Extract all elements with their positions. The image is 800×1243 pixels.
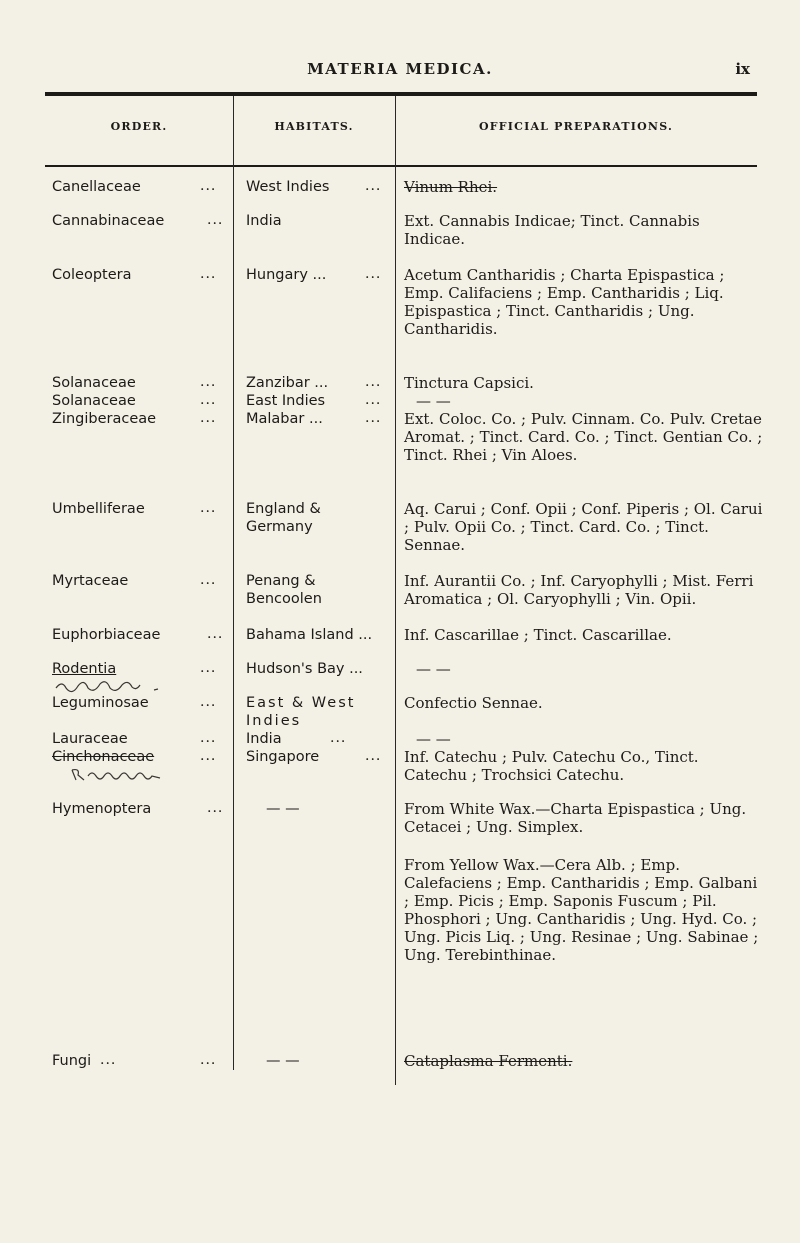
column-divider-2: [395, 96, 396, 790]
order-cell: Myrtaceae: [52, 573, 129, 589]
leader-dots: ...: [200, 660, 217, 676]
habitat-cell: East & West Indies: [246, 695, 356, 729]
column-header-order: ORDER.: [110, 120, 168, 133]
leader-dots: ...: [200, 500, 217, 516]
habitat-cell: Zanzibar ...: [246, 375, 329, 391]
leader-dots: ...: [200, 748, 217, 764]
leader-dots: ...: [207, 626, 224, 642]
column-header-habitats: HABITATS.: [274, 120, 354, 133]
preparation-cell: Ext. Cannabis Indicae; Tinct. Cannabis Indicae.: [404, 212, 700, 248]
leader-dots: ...: [200, 392, 217, 408]
column-divider-1: [233, 96, 234, 790]
running-title: MATERIA MEDICA.: [307, 60, 493, 78]
handwritten-annotation-icon: [70, 766, 180, 782]
preparation-cell: Tinctura Capsici.: [404, 374, 534, 392]
leader-dots: ...: [200, 410, 217, 426]
leader-dots: ...: [207, 800, 224, 816]
leader-dots: ...: [330, 730, 347, 746]
preparation-cell: Cataplasma Fermenti.: [404, 1052, 573, 1070]
habitat-cell: East Indies: [246, 393, 326, 409]
habitat-cell: Penang & Bencoolen: [246, 573, 322, 607]
leader-dots: ...: [365, 266, 382, 282]
header-rule: [45, 165, 757, 167]
habitat-cell: Singapore: [246, 749, 320, 765]
leader-dots: ...: [365, 178, 382, 194]
order-cell: Cannabinaceae: [52, 213, 165, 229]
preparation-cell: — —: [416, 730, 451, 748]
habitat-cell: Malabar ...: [246, 411, 323, 427]
running-head: [0, 60, 800, 84]
preparation-cell: Inf. Aurantii Co. ; Inf. Caryophylli ; Mist. Ferri Aromatica ; Ol. Caryophylli ; Vin. Opii.: [404, 572, 754, 608]
preparation-cell: From Yellow Wax.—Cera Alb. ; Emp. Calefaciens ; Emp. Cantharidis ; Emp. Galbani ; Emp. Picis ; Emp. Saponis Fuscum ; Pil. Phosphori ; Ung. Cantharidis ; Ung. Hyd. Co. ; Ung. Picis Liq. ; Ung. Resinae ; Ung. Sabinae ; Ung. Terebinthinae.: [404, 856, 759, 964]
leader-dots: ...: [200, 694, 217, 710]
leader-dots: ...: [365, 410, 382, 426]
order-cell: Leguminosae: [52, 695, 149, 711]
leader-dots: ...: [200, 178, 217, 194]
habitat-cell: — —: [266, 1053, 300, 1069]
order-cell: Coleoptera: [52, 267, 132, 283]
leader-dots: ...: [365, 392, 382, 408]
leader-dots: ...: [207, 212, 224, 228]
habitat-cell: India: [246, 213, 282, 229]
order-cell: Solanaceae: [52, 375, 136, 391]
habitat-cell: West Indies: [246, 179, 330, 195]
habitat-cell: India: [246, 731, 282, 747]
order-cell: Umbelliferae: [52, 501, 145, 517]
leader-dots: ...: [365, 374, 382, 390]
leader-dots: ...: [200, 266, 217, 282]
leader-dots: ...: [365, 748, 382, 764]
habitat-cell: Bahama Island ...: [246, 627, 373, 643]
preparation-cell: Confectio Sennae.: [404, 694, 543, 712]
leader-dots: ...: [200, 374, 217, 390]
habitat-cell: Hudson's Bay ...: [246, 661, 363, 677]
handwritten-annotation-icon: [54, 678, 174, 694]
preparation-cell: From White Wax.—Charta Epispastica ; Ung. Cetacei ; Ung. Simplex.: [404, 800, 747, 836]
order-cell: Canellaceae: [52, 179, 141, 195]
order-cell: Hymenoptera: [52, 801, 152, 817]
column-divider-2-lower: [395, 790, 396, 1085]
preparation-cell: Vinum Rhei.: [404, 178, 498, 196]
top-rule: [45, 92, 757, 96]
leader-dots: ...: [200, 730, 217, 746]
column-header-preparations: OFFICIAL PREPARATIONS.: [479, 120, 673, 133]
preparation-cell: Ext. Coloc. Co. ; Pulv. Cinnam. Co. Pulv. Cretae Aromat. ; Tinct. Card. Co. ; Tinct. Gentian Co. ; Tinct. Rhei ; Vin Aloes.: [404, 410, 763, 464]
column-divider-1-lower: [233, 790, 234, 1070]
preparation-cell: Aq. Carui ; Conf. Opii ; Conf. Piperis ; Ol. Carui ; Pulv. Opii Co. ; Tinct. Card. Co. ; Tinct. Sennae.: [404, 500, 763, 554]
order-cell: Fungi: [52, 1053, 92, 1069]
order-cell: Lauraceae: [52, 731, 128, 747]
leader-dots: ...: [100, 1052, 117, 1068]
order-cell: Cinchonaceae: [52, 749, 155, 765]
order-cell: Zingiberaceae: [52, 411, 157, 427]
habitat-cell: — —: [266, 801, 300, 817]
preparation-cell: Acetum Cantharidis ; Charta Epispastica ; Emp. Califaciens ; Emp. Cantharidis ; Liq. Epispastica ; Tinct. Cantharidis ; Ung. Cantharidis.: [404, 266, 725, 338]
leader-dots: ...: [200, 572, 217, 588]
habitat-cell: Hungary ...: [246, 267, 327, 283]
preparation-cell: Inf. Cascarillae ; Tinct. Cascarillae.: [404, 626, 672, 644]
preparation-cell: — —: [416, 392, 451, 410]
page-number: ix: [735, 60, 750, 78]
preparation-cell: Inf. Catechu ; Pulv. Catechu Co., Tinct. Catechu ; Trochsici Catechu.: [404, 748, 699, 784]
leader-dots: ...: [200, 1052, 217, 1068]
order-cell: Rodentia: [52, 661, 117, 677]
order-cell: Solanaceae: [52, 393, 136, 409]
order-cell: Euphorbiaceae: [52, 627, 161, 643]
preparation-cell: — —: [416, 660, 451, 678]
habitat-cell: England & Germany: [246, 501, 321, 535]
